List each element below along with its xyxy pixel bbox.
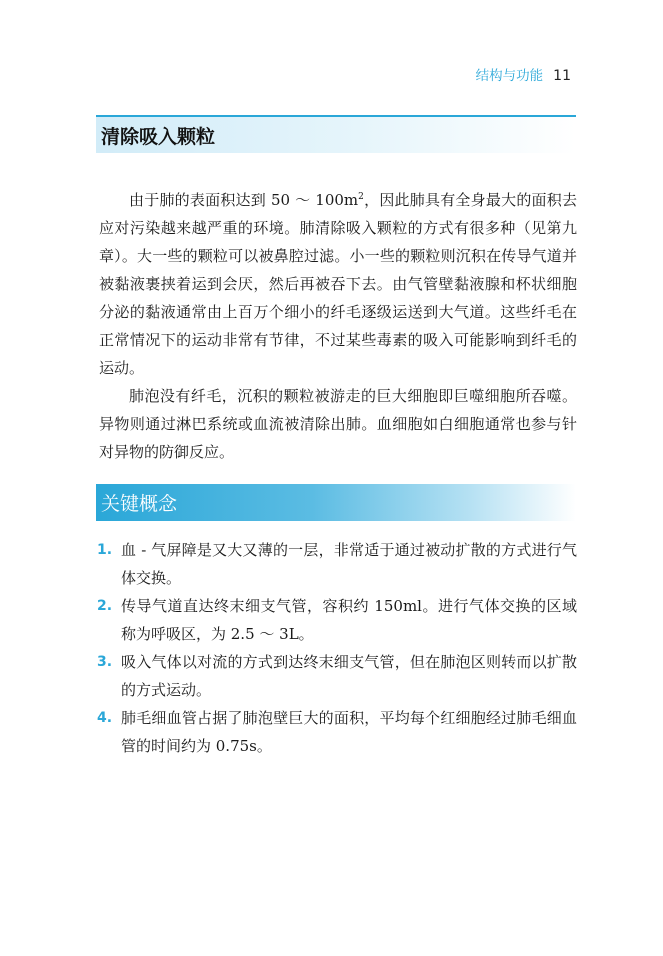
- item-number: 3.: [97, 654, 113, 670]
- paragraph-1: [99, 183, 577, 382]
- chapter-title: 结构与功能: [475, 68, 544, 84]
- section-heading-key-concepts: [96, 484, 576, 521]
- paragraph-2: 肺泡没有纤毛，沉积的颗粒被游走的巨大细胞即巨噬细胞所吞噬。异物则通过淋巴系统或血流被清除出肺。血细胞如白细胞通常也参与针对异物的防御反应。: [99, 387, 577, 461]
- item-text: 血 - 气屏障是又大又薄的一层，非常适于通过被动扩散的方式进行气体交换。: [121, 541, 577, 587]
- item-text: 吸入气体以对流的方式到达终末细支气管，但在肺泡区则转而以扩散的方式运动。: [121, 653, 577, 699]
- item-text: 肺毛细血管占据了肺泡壁巨大的面积，平均每个红细胞经过肺毛细血管的时间约为 0.75s。: [121, 709, 577, 755]
- list-item: [97, 704, 577, 760]
- section-title: 关键概念: [101, 493, 178, 515]
- page-number: 11: [553, 68, 571, 84]
- list-item: [97, 536, 577, 592]
- running-header: [476, 64, 571, 84]
- section-title: 清除吸入颗粒: [101, 126, 216, 148]
- list-item: [97, 592, 577, 648]
- list-item: [97, 648, 577, 704]
- paragraph-1-part-b: ，因此肺具有全身最大的面积去应对污染越来越严重的环境。肺清除吸入颗粒的方式有很多种（见第九章）。大一些的颗粒可以被鼻腔过滤。小一些的颗粒则沉积在传导气道并被黏液裹挟着运到会厌，然后再被吞下去。由气管壁黏液腺和杯状细胞分泌的黏液通常由上百万个细小的纤毛逐级运送到大气道。这些纤毛在正常情况下的运动非常有节律，不过某些毒素的吸入可能影响到纤毛的运动。: [99, 191, 577, 377]
- paragraph-1-part-a: 由于肺的表面积达到 50 ～ 100m: [129, 191, 359, 209]
- key-concepts-list: [97, 536, 577, 760]
- section-heading-particle-clearance: [96, 115, 576, 153]
- superscript-2: 2: [358, 192, 364, 202]
- body-text: [99, 183, 577, 466]
- item-text: 传导气道直达终末细支气管，容积约 150ml。进行气体交换的区域称为呼吸区，为 2.5 ～ 3L。: [121, 597, 577, 643]
- item-number: 2.: [97, 598, 113, 614]
- item-number: 1.: [97, 542, 113, 558]
- item-number: 4.: [97, 710, 113, 726]
